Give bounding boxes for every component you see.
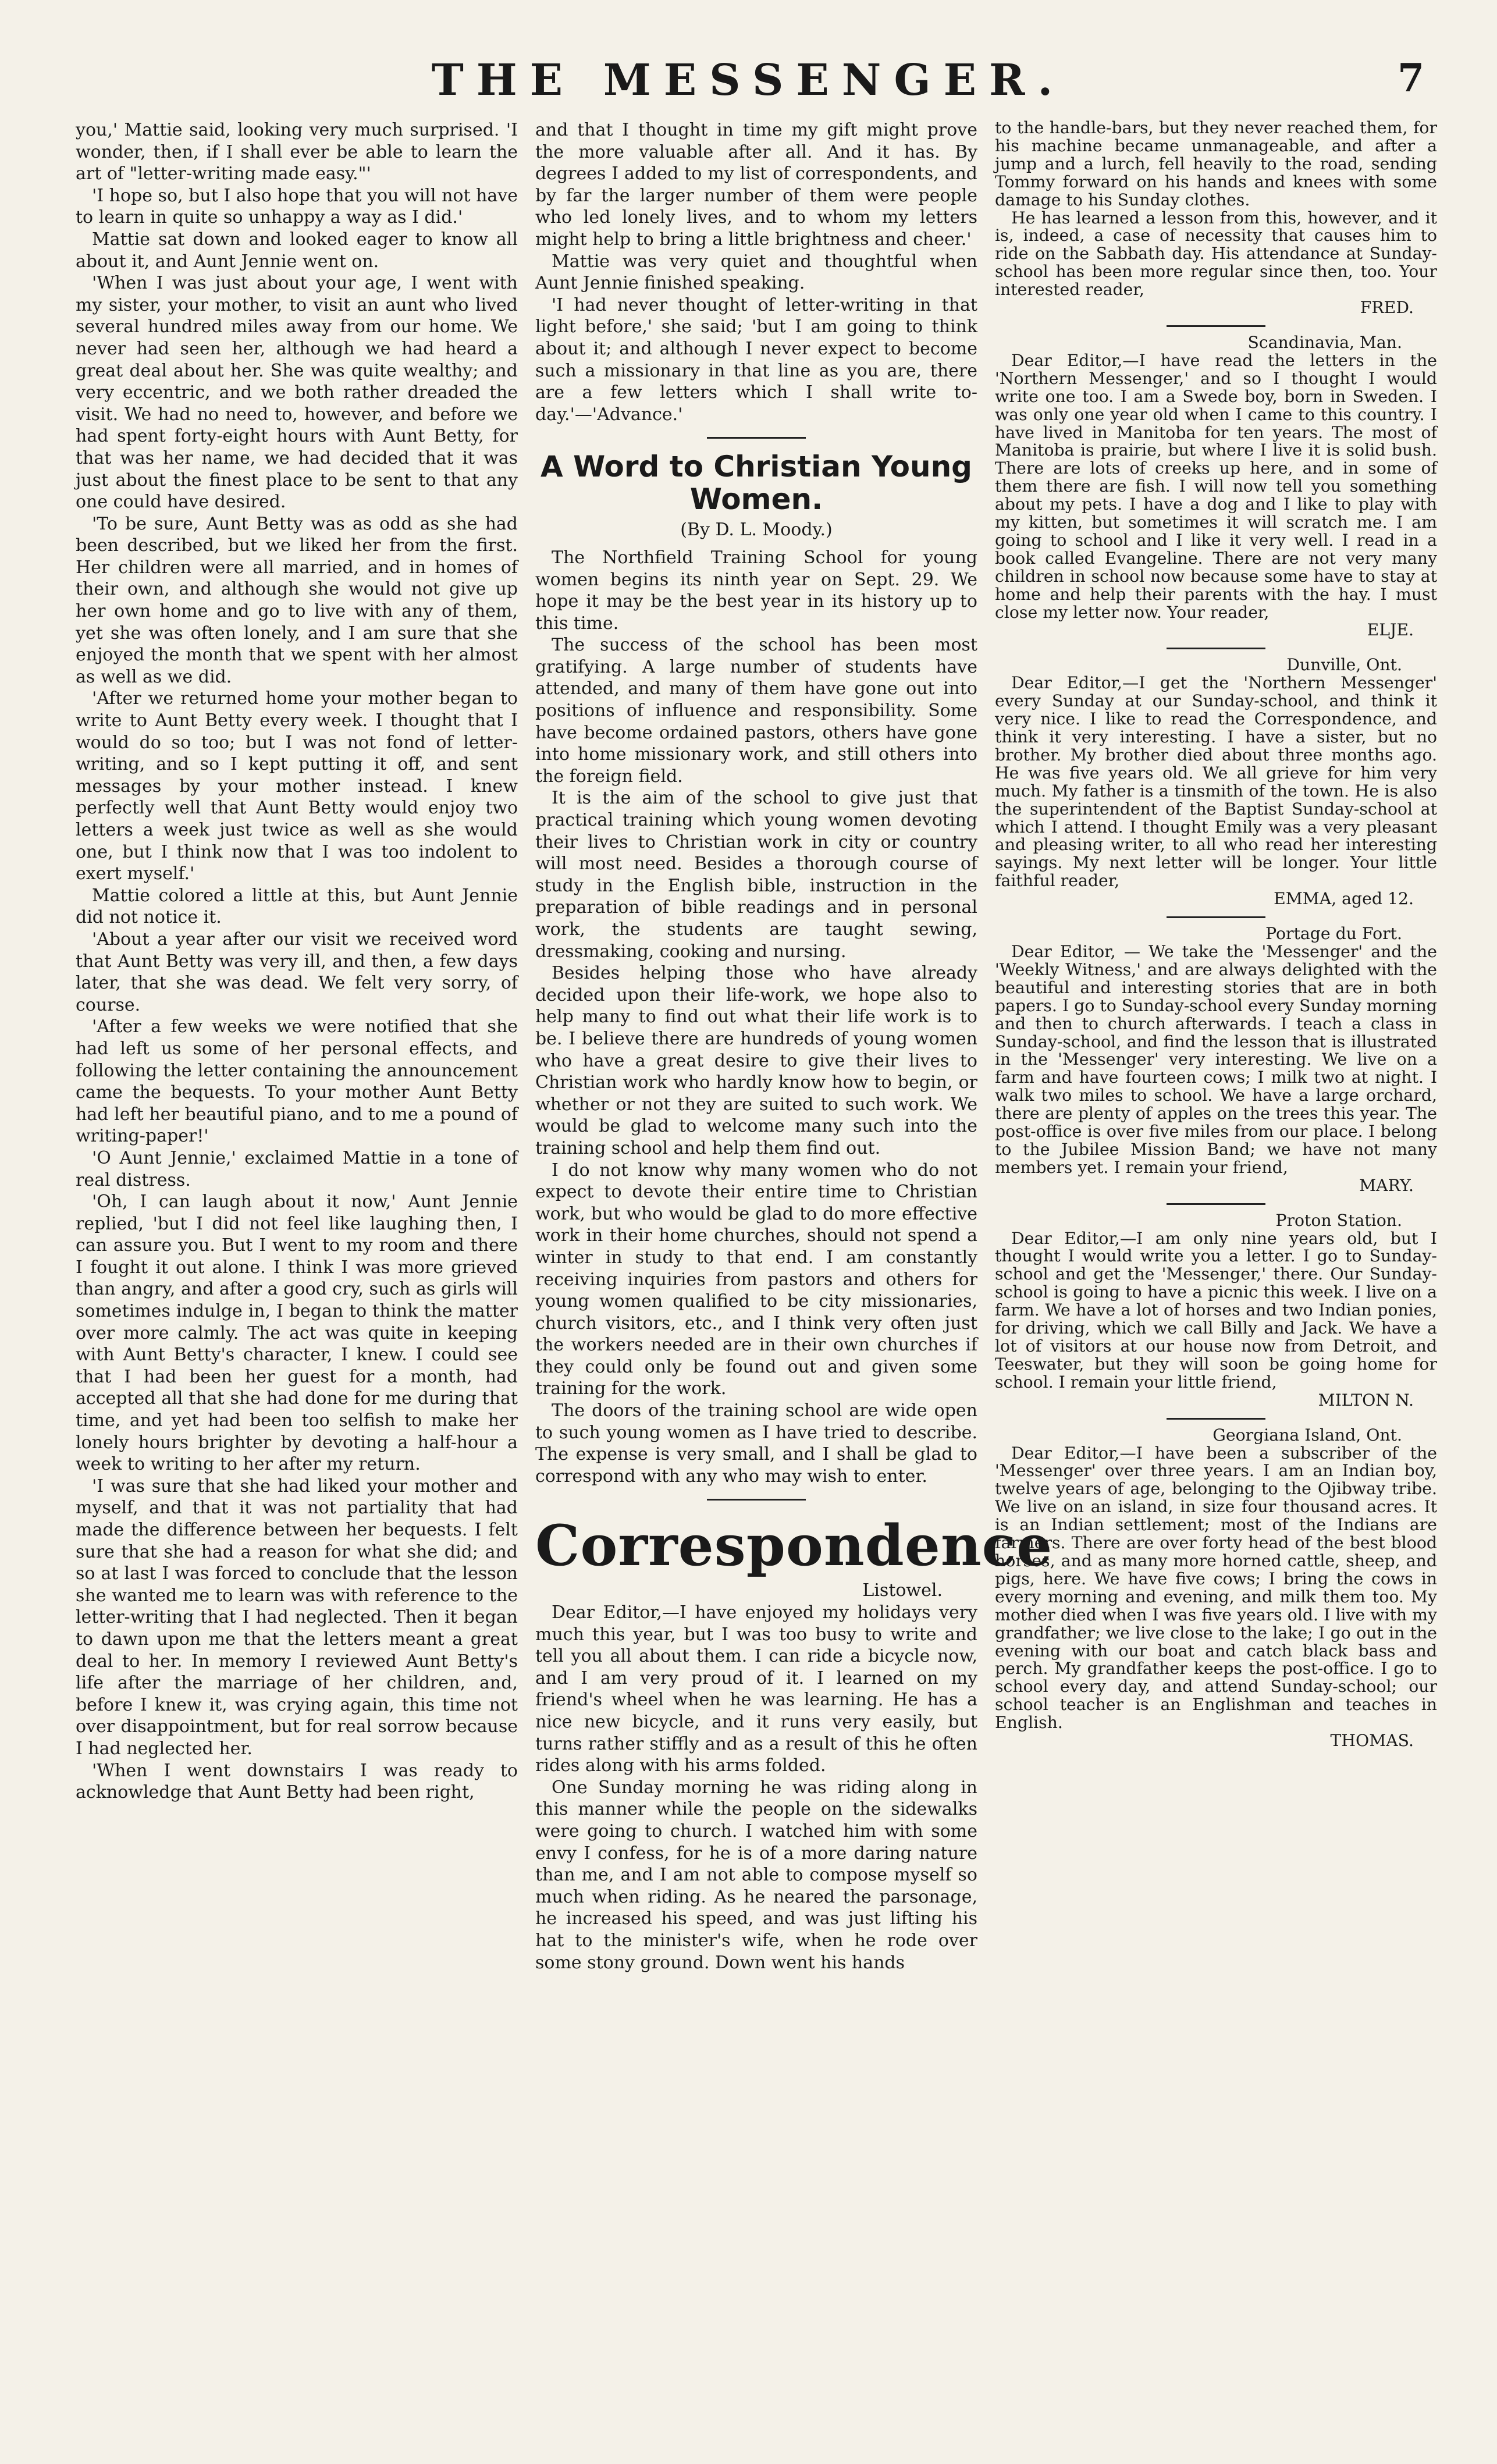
divider: [707, 437, 806, 439]
letter-paragraph: Dear Editor,—I have enjoyed my holidays very much this year, but I was too busy to write and tell you all about them. I can ride a bicycle now, and I am very proud of it. I learned on my friend's wheel when he was learning. He has a nice new bicycle, and it runs very easily, but turns rather stiffly and as a result of this he often rides along with his arms folded.: [535, 1602, 977, 1776]
article-paragraph: I do not know why many women who do not expect to devote their entire time to Christian work, but who would be glad to do more effective work in their home churches, should not spend a winter in study to that end. I am constantly receiving inquiries from pastors and others for young women qualified to be city missionaries, church visitors, etc., and I think very often just the workers needed are in their own churches if they could only be found out and given some training for the work.: [535, 1160, 977, 1399]
story-paragraph: 'When I was just about your age, I went with my sister, your mother, to visit an aunt who lived several hundred miles away from our home. We never had seen her, although we had heard a great deal about her. She was quite wealthy; and very eccentric, and we both rather dreaded the visit. We had no need to, however, and before we had spent forty-eight hours with Aunt Betty, for that was her name, we had decided that it was just about the finest place to be sent to that any one could have desired.: [76, 273, 518, 513]
article-paragraph: It is the aim of the school to give just that practical training which young women devoting their lives to Christian work in city or country will most need. Besides a thorough course of study in the English bible, instruction in the preparation of bible readings and in personal work, the students are taught sewing, dressmaking, cooking and nursing.: [535, 788, 977, 962]
column-2: [535, 119, 1053, 1974]
correspondence-heading: Correspondence: [535, 1513, 1053, 1579]
article-paragraph: The Northfield Training School for young women begins its ninth year on Sept. 29. We hope it may be the best year in its history up to this time.: [535, 547, 977, 634]
letter-place: Proton Station.: [1275, 1210, 1402, 1230]
letter-place: Listowel.: [862, 1580, 943, 1601]
story-paragraph: 'I was sure that she had liked your mother and myself, and that it was not partiality that had made the difference between her bequests. I felt sure that she had a reason for what she did; and so at last I was forced to conclude that the lesson she wanted me to learn was with reference to the letter-writing that I had neglected. Then it began to dawn upon me that the letters meant a great deal to her. In memory I reviewed Aunt Betty's life after the marriage of her children, and, before I knew it, was crying again, this time not over disappointment, but for real sorrow because I had neglected her.: [76, 1475, 518, 1759]
letter-body: Dear Editor,—I get the 'Northern Messenger' every Sunday at our Sunday-school, and think it very nice. I like to read the Correspondence, and think it very interesting. I have a sister, but no brother. My brother died about three months ago. He was five years old. We all grieve for him very much. My father is a tinsmith of the town. He is also the superintendent of the Baptist Sunday-school at which I attend. I thought Emily was a very pleasant and pleasing writer, to all who read her interesting sayings. My next letter will be longer. Your little faithful reader,: [995, 673, 1437, 891]
letter-place: Scandinavia, Man.: [1247, 332, 1402, 352]
letter-body: Dear Editor,—I have read the letters in the 'Northern Messenger,' and so I thought I would write one too. I am a Swede boy, born in Sweden. I was only one year old when I came to this country. I have lived in Manitoba for ten years. The most of Manitoba is prairie, but where I live it is solid bush. There are lots of creeks up here, and in some of them there are fish. I will now tell you something about my pets. I have a dog and I like to play with my kitten, but sometimes it will scratch me. I am going to school and I like it very well. I read in a book called Evangeline. There are not very many children in school now because some have to stay at home and help their parents with the hay. I must close my letter now. Your reader,: [995, 350, 1437, 622]
story-paragraph: Mattie sat down and looked eager to know all about it, and Aunt Jennie went on.: [76, 229, 518, 272]
letter-signature: EMMA, aged 12.: [1274, 889, 1414, 909]
letter-place: Dunville, Ont.: [1286, 655, 1402, 675]
letter-body: Dear Editor,—I am only nine years old, but I thought I would write you a letter. I go to Sunday-school and get the 'Messenger,' there. Our Sunday-school is going to have a picnic this week. I live on a farm. We have a lot of horses and two Indian ponies, for driving, which we call Billy and Jack. We have a lot of visitors at our house now from Detroit, and Teeswater, but they will soon be going home for school. I remain your little friend,: [995, 1228, 1437, 1392]
story-paragraph: Mattie colored a little at this, but Aunt Jennie did not notice it.: [76, 885, 518, 928]
letter-place: Georgiana Island, Ont.: [1212, 1425, 1402, 1445]
story-paragraph: 'To be sure, Aunt Betty was as odd as she had been described, but we liked her from the first. Her children were all married, and in homes of their own, and although she would not give up her own home and go to live with any of them, yet she was often lonely, and I am sure that she enjoyed the month that we spent with her almost as well as we did.: [76, 513, 518, 687]
letter-signature: MILTON N.: [1318, 1390, 1414, 1410]
divider: [1167, 916, 1265, 918]
story-paragraph: 'After we returned home your mother began to write to Aunt Betty every week. I thought that I would do so too; but I was not fond of letter-writing, and so I kept putting it off, and sent messages by your mother instead. I knew perfectly well that Aunt Betty would enjoy two letters a week just twice as well as she would one, but I think now that I was too indolent to exert myself.': [76, 688, 518, 884]
letter-body: Dear Editor,—I have been a subscriber of the 'Messenger' over three years. I am an Indian boy, twelve years of age, belonging to the Ojibway tribe. We live on an island, in size four thousand acres. It is an Indian settlement; most of the Indians are farmers. There are over forty head of the best blood horses, and as many more horned cattle, sheep, and pigs, here. We have five cows; I bring the cows in every morning and evening, and milk them too. My mother died when I was five years old. I live with my grandfather; we live close to the lake; I go out in the evening with our boat and catch black bass and perch. My grandfather keeps the post-office. I go to school every day, and attend Sunday-school; our school teacher is an Englishman and teaches in English.: [995, 1443, 1437, 1733]
column-1: [76, 119, 518, 1804]
letter-body: Dear Editor, — We take the 'Messenger' and the 'Weekly Witness,' and are always delighted with the beautiful and interesting stories that are in both papers. I go to Sunday-school every Sunday morning and then to church afterwards. I teach a class in Sunday-school, and find the lesson that is illustrated in the 'Messenger' very interesting. We live on a farm and have fourteen cows; I milk two at night. I walk two miles to school. We have a large orchard, there are plenty of apples on the trees this year. The post-office is over five miles from our place. I belong to the Jubilee Mission Band; we have not many members yet. I remain your friend,: [995, 941, 1437, 1177]
story-paragraph: 'After a few weeks we were notified that she had left us some of her personal effects, and following the letter containing the announcement came the bequests. To your mother Aunt Betty had left her beautiful piano, and to me a pound of writing-paper!': [76, 1016, 518, 1147]
divider: [1167, 648, 1265, 649]
article-paragraph: The doors of the training school are wide open to such young women as I have tried to describe. The expense is very small, and I shall be glad to correspond with any who may wish to enter.: [535, 1400, 977, 1487]
divider: [1167, 325, 1265, 327]
story-paragraph: 'About a year after our visit we received word that Aunt Betty was very ill, and then, a few days later, that she was dead. We felt very sorry, of course.: [76, 929, 518, 1015]
story-paragraph: 'When I went downstairs I was ready to acknowledge that Aunt Betty had been right,: [76, 1760, 518, 1803]
divider: [1167, 1203, 1265, 1205]
story-paragraph: 'I had never thought of letter-writing in that light before,' she said; 'but I am going to think about it; and although I never expect to become such a missionary in that line as you are, there are a few letters which I shall write to-day.'—'Advance.': [535, 294, 977, 425]
letter-signature: ELJE.: [1367, 620, 1414, 640]
divider: [707, 1499, 806, 1501]
masthead: [0, 55, 1497, 108]
masthead-title: THE MESSENGER.: [431, 55, 1066, 105]
story-paragraph: Mattie was very quiet and thoughtful when Aunt Jennie finished speaking.: [535, 251, 977, 294]
story-paragraph: and that I thought in time my gift might prove the more valuable after all. And it has. By degrees I added to my list of correspondents, and by far the larger number of them were people who led lonely lives, and to whom my letters might help to bring a little brightness and cheer.': [535, 120, 977, 250]
article-paragraph: The success of the school has been most gratifying. A large number of students have attended, and many of them have gone out into positions of influence and responsibility. Some have become ordained pastors, others have gone into home missionary work, and still others into the foreign field.: [535, 635, 977, 787]
letter-paragraph: to the handle-bars, but they never reached them, for his machine became unmanageable, and after a jump and a lurch, fell heavily to the road, sending Tommy forward on his hands and knees with some damage to his Sunday clothes.: [995, 118, 1437, 209]
story-paragraph: 'O Aunt Jennie,' exclaimed Mattie in a tone of real distress.: [76, 1147, 518, 1190]
column-3: [995, 119, 1437, 1750]
article-paragraph: Besides helping those who have already decided upon their life-work, we hope also to help many to find out what their life work is to be. I believe there are hundreds of young women who have a great desire to give their lives to Christian work who hardly know how to begin, or whether or not they are suited to such work. We would be glad to welcome many such into the training school and help them find out.: [535, 963, 977, 1158]
letter-place: Portage du Fort.: [1265, 924, 1402, 944]
story-paragraph: you,' Mattie said, looking very much surprised. 'I wonder, then, if I shall ever be able to learn the art of "letter-writing made easy."': [76, 120, 518, 184]
letter-signature: FRED.: [1360, 298, 1414, 318]
letter-paragraph: He has learned a lesson from this, however, and it is, indeed, a case of necessity that causes him to ride on the Sabbath day. His attendance at Sunday-school has been more regular since then, too. Your interested reader,: [995, 208, 1437, 300]
letter-signature: THOMAS.: [1330, 1731, 1414, 1751]
letter-paragraph: One Sunday morning he was riding along in this manner while the people on the sidewalks were going to church. I watched him with some envy I confess, for he is of a more daring nature than me, and I am not able to compose myself so much when riding. As he neared the parsonage, he increased his speed, and was just lifting his hat to the minister's wife, when he rode over some stony ground. Down went his hands: [535, 1777, 977, 1973]
page-number: 7: [1398, 55, 1424, 101]
story-paragraph: 'Oh, I can laugh about it now,' Aunt Jennie replied, 'but I did not feel like laughing then, I can assure you. But I went to my room and there I fought it out alone. I think I was more grieved than angry, and after a good cry, such as girls will sometimes indulge in, I began to think the matter over more calmly. The act was quite in keeping with Aunt Betty's character, I knew. I could see that I had been her guest for a month, had accepted all that she had done for me during that time, and yet had been too selfish to make her lonely hours brighter by devoting a half-hour a week to writing to her after my return.: [76, 1192, 518, 1475]
article-byline: (By D. L. Moody.): [680, 520, 833, 541]
article-title: A Word to Christian Young Women.: [541, 450, 972, 517]
letter-signature: MARY.: [1359, 1175, 1414, 1195]
story-paragraph: 'I hope so, but I also hope that you will not have to learn in quite so unhappy a way as I did.': [76, 185, 518, 228]
divider: [1167, 1418, 1265, 1420]
